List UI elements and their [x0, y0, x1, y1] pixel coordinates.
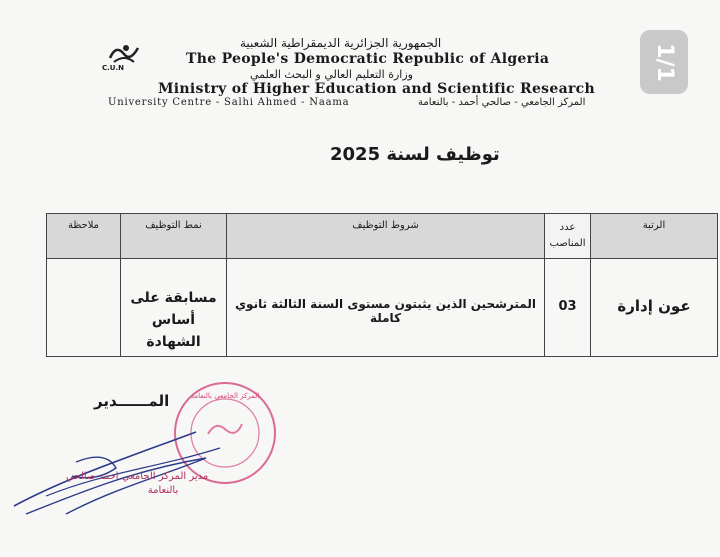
english-ministry-heading: Ministry of Higher Education and Scientific Research: [158, 81, 595, 97]
english-university-heading: University Centre - Salhi Ahmed - Naama: [108, 97, 350, 108]
cell-count: 03: [545, 259, 591, 356]
logo-text: C.U.N: [102, 64, 124, 72]
page-title: توظيف لسنة 2025: [330, 144, 500, 165]
header-count: عدد المناصب: [545, 214, 591, 258]
arabic-republic-heading: الجمهورية الجزائرية الديمقراطية الشعبية: [240, 36, 442, 50]
header-mode: نمط التوظيف: [121, 214, 227, 258]
recruitment-table: [46, 213, 718, 357]
page-counter-badge: 1/1: [640, 30, 688, 94]
university-logo: [92, 40, 162, 80]
header-note: ملاحظة: [47, 214, 121, 258]
director-label: المــــــدير: [94, 392, 170, 410]
cell-mode: مسابقة على أساس الشهادة: [121, 259, 227, 356]
header-rank: الرتبة: [642, 220, 666, 231]
cell-note: [47, 259, 121, 356]
signer-title: [66, 470, 208, 498]
english-republic-heading: The People's Democratic Republic of Algeria: [186, 51, 550, 67]
svg-text:المركز الجامعي بالنعامة: المركز الجامعي بالنعامة: [190, 392, 260, 400]
table-row: [47, 259, 717, 356]
arabic-university-heading: المركز الجامعي - صالحي أحمد - بالنعامة: [418, 97, 586, 108]
arabic-ministry-heading: وزارة التعليم العالي و البحث العلمي: [250, 68, 413, 81]
header-conditions: شروط التوظيف: [227, 214, 545, 258]
cell-conditions: المترشحين الذين يثبتون مستوى السنة الثالثة ثانوي كاملة: [227, 259, 545, 356]
signer-line-2: بالنعامة: [147, 485, 179, 496]
table-header-row: [47, 214, 717, 259]
signer-line-1: مدير المركز الجامعي احمد صالحي: [66, 471, 209, 482]
cell-rank: عون إدارة: [617, 297, 691, 315]
